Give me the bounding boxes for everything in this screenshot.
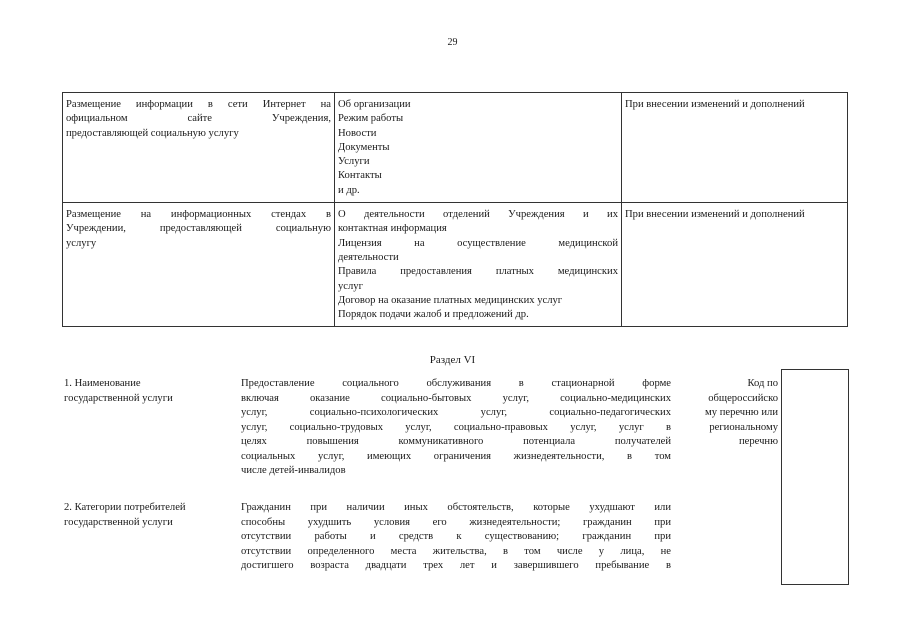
cell-line: Документы: [338, 141, 390, 153]
cell-line: контактная информация: [338, 223, 447, 235]
text-line: Гражданин при наличии иных обстоятельств, которые ухудшают или: [241, 502, 671, 513]
text-line: способны ухудшить условия его жизнедеятельности; гражданин при: [241, 516, 671, 528]
consumer-category-text: [241, 501, 671, 574]
text-line: включая оказание социально-бытовых услуг, социально-медицинских: [241, 392, 671, 404]
code-line: общероссийско: [708, 392, 778, 404]
cell-line: Лицензия на осуществление медицинской: [338, 237, 618, 249]
cell-line: предоставляющей социальную услугу: [66, 127, 239, 139]
cell-line: Договор на оказание платных медицинских услуг: [338, 294, 563, 306]
text-line: целях повышения коммуникативного потенциала получателей: [241, 436, 671, 447]
text-line: социальных услуг, имеющих ограничения жизнедеятельности, в том: [241, 450, 671, 462]
cell-line: Об организации: [338, 99, 411, 110]
code-line: му перечню или: [705, 407, 778, 418]
cell-line: деятельности: [338, 251, 399, 263]
cell-line: Контакты: [338, 170, 382, 182]
service-name-text: [241, 377, 671, 479]
service-name-label: [64, 377, 234, 406]
code-box: [781, 369, 849, 585]
cell-line: О деятельности отделений Учреждения и их: [338, 209, 618, 221]
cell-line: Размещение на информационных стендах в: [66, 209, 331, 221]
text-line: отсутствии определенного места жительства, в том числе у лица, не: [241, 545, 671, 557]
code-label: [678, 377, 778, 450]
information-table: [62, 92, 848, 327]
text-line: Предоставление социального обслуживания в стационарной форме: [241, 378, 671, 389]
method-cell: [63, 203, 335, 327]
method-cell: [63, 93, 335, 203]
cell-line: и др.: [338, 184, 360, 196]
cell-line: Учреждении, предоставляющей социальную: [66, 223, 331, 235]
content-cell: [335, 203, 622, 327]
section-title: Раздел VI: [429, 354, 476, 366]
cell-line: Услуги: [338, 156, 370, 168]
text-line: услуг, социально-психологических услуг, социально-педагогических: [241, 407, 671, 418]
code-line: перечню: [738, 436, 778, 447]
label-line: государственной услуги: [64, 392, 173, 404]
text-line: услуг, социально-трудовых услуг, социально-правовых услуг, услуг в: [241, 421, 671, 433]
table-row: [63, 93, 848, 203]
cell-line: Правила предоставления платных медицинских: [338, 266, 618, 278]
code-line: Код по: [747, 378, 778, 389]
cell-line: Порядок подачи жалоб и предложений др.: [338, 309, 529, 321]
cell-line: Размещение информации в сети Интернет на: [66, 99, 331, 110]
consumer-category-label: [64, 501, 234, 530]
text-line: числе детей-инвалидов: [241, 465, 346, 476]
content-cell: [335, 93, 622, 203]
cell-line: услугу: [66, 237, 97, 249]
cell-line: официальном сайте Учреждения,: [66, 113, 331, 125]
label-line: 1. Наименование: [64, 378, 141, 389]
text-line: достигшего возраста двадцати трех лет и завершившего пребывание в: [241, 560, 671, 571]
cell-line: Новости: [338, 127, 377, 139]
label-line: государственной услуги: [64, 516, 173, 528]
cell-line: Режим работы: [338, 113, 404, 125]
cell-line: услуг: [338, 280, 363, 292]
code-line: региональному: [709, 421, 778, 433]
frequency-cell: При внесении изменений и дополнений: [622, 93, 848, 203]
label-line: 2. Категории потребителей: [64, 502, 186, 513]
text-line: отсутствии работы и средств к существованию; гражданин при: [241, 531, 671, 542]
frequency-cell: При внесении изменений и дополнений: [622, 203, 848, 327]
page-number: 29: [447, 37, 458, 48]
table-row: [63, 203, 848, 327]
